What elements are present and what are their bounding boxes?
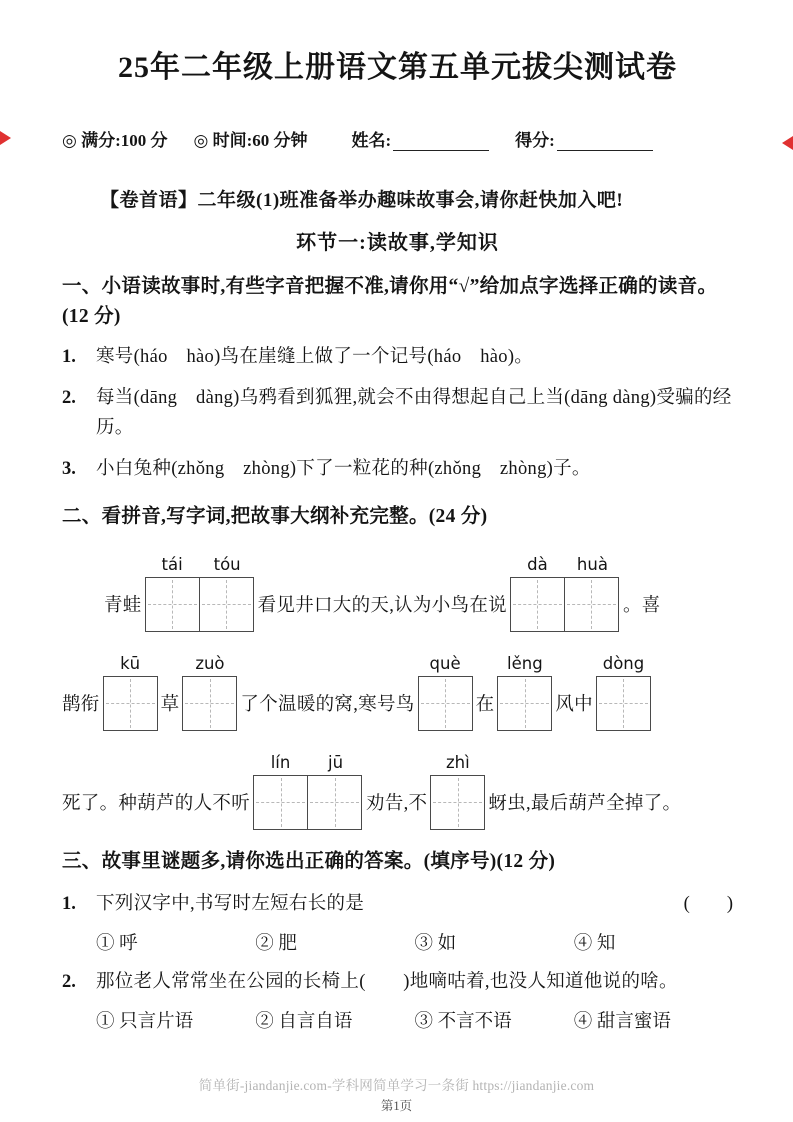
- writing-box[interactable]: [430, 775, 485, 830]
- options-row: [96, 1007, 733, 1033]
- question: [62, 890, 733, 955]
- option: ② 肥: [255, 933, 297, 954]
- name-label: 姓名:: [351, 131, 392, 150]
- writing-boxes: [596, 676, 651, 731]
- question-line: [62, 968, 733, 998]
- pinyin-fill-row: [62, 753, 733, 830]
- part-one-header: 环节一:读故事,学知识: [296, 232, 499, 254]
- question-line: [62, 890, 733, 920]
- reading-item: [62, 384, 733, 444]
- writing-boxes: [418, 676, 473, 731]
- fill-row-text: 风中: [555, 694, 593, 715]
- name-blank[interactable]: [393, 131, 489, 151]
- watermark-site-text: 简单街-jiandanjie.com-学科网简单学习一条街 https://jiandanjie.com: [198, 1078, 595, 1093]
- writing-box[interactable]: [510, 577, 565, 632]
- pinyin-label: dòng: [602, 653, 645, 673]
- writing-box-group: [418, 654, 473, 731]
- options-row: [96, 929, 733, 955]
- option: ③ 如: [414, 933, 457, 954]
- pinyin-labels: [145, 555, 255, 577]
- writing-boxes: [145, 577, 255, 632]
- writing-box-group: [145, 555, 255, 632]
- writing-box[interactable]: [145, 577, 200, 632]
- pinyin-label: zhì: [445, 752, 470, 772]
- full-score-label: ◎ 满分:100 分: [62, 131, 168, 150]
- question-text: 下列汉字中,书写时左短右长的是: [96, 893, 365, 914]
- reading-item: [62, 455, 733, 485]
- pinyin-label: lěng: [507, 653, 543, 673]
- pinyin-fill-row: [62, 555, 733, 632]
- item-text: 小白兔种(zhǒng zhòng)下了一粒花的种(zhǒng zhòng)子。: [96, 459, 591, 480]
- pinyin-fill-section: [62, 555, 733, 830]
- score-blank[interactable]: [557, 131, 653, 151]
- pinyin-label: huà: [576, 554, 608, 574]
- writing-box[interactable]: [199, 577, 254, 632]
- section-three-title: 三、故事里谜题多,请你选出正确的答案。(填序号)(12 分): [62, 850, 556, 872]
- question: [62, 968, 733, 1033]
- page-number: 第1页: [380, 1099, 413, 1113]
- item-number: 3.: [62, 459, 76, 480]
- exam-meta-row: [62, 126, 733, 151]
- time-limit-label: ◎ 时间:60 分钟: [193, 131, 308, 150]
- option: ① 只言片语: [96, 1011, 194, 1032]
- writing-box[interactable]: [307, 775, 362, 830]
- pinyin-labels: [430, 753, 485, 775]
- fill-row-text: 看见井口大的天,认为小鸟在说: [257, 595, 507, 616]
- item-number: 2.: [62, 388, 76, 409]
- section-one-title: 一、小语读故事时,有些字音把握不准,请你用“√”给加点字选择正确的读音。(12 分): [62, 276, 718, 328]
- pinyin-labels: [497, 654, 552, 676]
- option: ④ 知: [573, 933, 616, 954]
- fill-row-text: 青蛙: [104, 595, 142, 616]
- writing-box-group: [596, 654, 651, 731]
- writing-boxes: [510, 577, 620, 632]
- pinyin-labels: [182, 654, 237, 676]
- fill-row-text: 在: [475, 694, 495, 715]
- score-label: 得分:: [515, 131, 555, 150]
- writing-box[interactable]: [182, 676, 237, 731]
- pinyin-labels: [510, 555, 620, 577]
- red-marker-left-icon: [0, 131, 11, 145]
- writing-box[interactable]: [497, 676, 552, 731]
- pinyin-label: zuò: [195, 653, 225, 673]
- item-text: 每当(dāng dàng)乌鸦看到狐狸,就会不由得想起自己上当(dāng dàng)受骗的经历。: [96, 388, 732, 439]
- writing-box[interactable]: [596, 676, 651, 731]
- answer-bracket[interactable]: ( ): [683, 893, 733, 914]
- pinyin-labels: [103, 654, 158, 676]
- pinyin-labels: [596, 654, 651, 676]
- writing-box-group: [182, 654, 237, 731]
- question-text: 那位老人常常坐在公园的长椅上( )地嘀咕着,也没人知道他说的啥。: [96, 971, 678, 992]
- pinyin-labels: [418, 654, 473, 676]
- item-text: 寒号(háo hào)鸟在崖缝上做了一个记号(háo hào)。: [96, 347, 534, 368]
- question-number: 1.: [62, 893, 76, 914]
- pinyin-label: tóu: [213, 554, 241, 574]
- section-three-questions: [62, 890, 733, 1033]
- writing-boxes: [103, 676, 158, 731]
- section-one-items: [62, 343, 733, 485]
- red-marker-right-icon: [782, 136, 793, 150]
- pinyin-label: jū: [327, 752, 344, 772]
- fill-row-text: 鹊衔: [62, 694, 100, 715]
- writing-box-group: [510, 555, 620, 632]
- fill-row-text: 草: [160, 694, 180, 715]
- writing-box-group: [253, 753, 363, 830]
- option: ① 呼: [96, 933, 138, 954]
- writing-box-group: [497, 654, 552, 731]
- writing-box[interactable]: [253, 775, 308, 830]
- fill-row-text: 。喜: [622, 595, 661, 616]
- option: ④ 甜言蜜语: [573, 1011, 671, 1032]
- writing-box-group: [430, 753, 485, 830]
- writing-box-group: [103, 654, 158, 731]
- fill-row-text: 劝告,不: [366, 793, 428, 814]
- section-two-title: 二、看拼音,写字词,把故事大纲补充完整。(24 分): [62, 506, 488, 528]
- item-number: 1.: [62, 347, 76, 368]
- question-number: 2.: [62, 971, 76, 992]
- writing-boxes: [182, 676, 237, 731]
- page-title: 25年二年级上册语文第五单元拔尖测试卷: [118, 51, 677, 84]
- writing-boxes: [497, 676, 552, 731]
- writing-boxes: [430, 775, 485, 830]
- fill-row-text: 蚜虫,最后葫芦全掉了。: [488, 793, 682, 814]
- fill-row-text: 了个温暖的窝,寒号鸟: [240, 694, 415, 715]
- pinyin-label: dà: [527, 554, 548, 574]
- pinyin-labels: [253, 753, 363, 775]
- pinyin-label: lín: [270, 752, 291, 772]
- page-footer: [0, 1074, 793, 1114]
- pinyin-label: tái: [161, 554, 183, 574]
- pinyin-label: kū: [120, 653, 141, 673]
- writing-box[interactable]: [564, 577, 619, 632]
- option: ③ 不言不语: [414, 1011, 512, 1032]
- writing-box[interactable]: [103, 676, 158, 731]
- preface-text: 【卷首语】二年级(1)班准备举办趣味故事会,请你赶快加入吧!: [100, 190, 624, 211]
- pinyin-fill-row: [62, 654, 733, 731]
- reading-item: [62, 343, 733, 373]
- writing-boxes: [253, 775, 363, 830]
- writing-box[interactable]: [418, 676, 473, 731]
- pinyin-label: què: [429, 653, 461, 673]
- option: ② 自言自语: [255, 1011, 353, 1032]
- fill-row-text: 死了。种葫芦的人不听: [62, 793, 251, 814]
